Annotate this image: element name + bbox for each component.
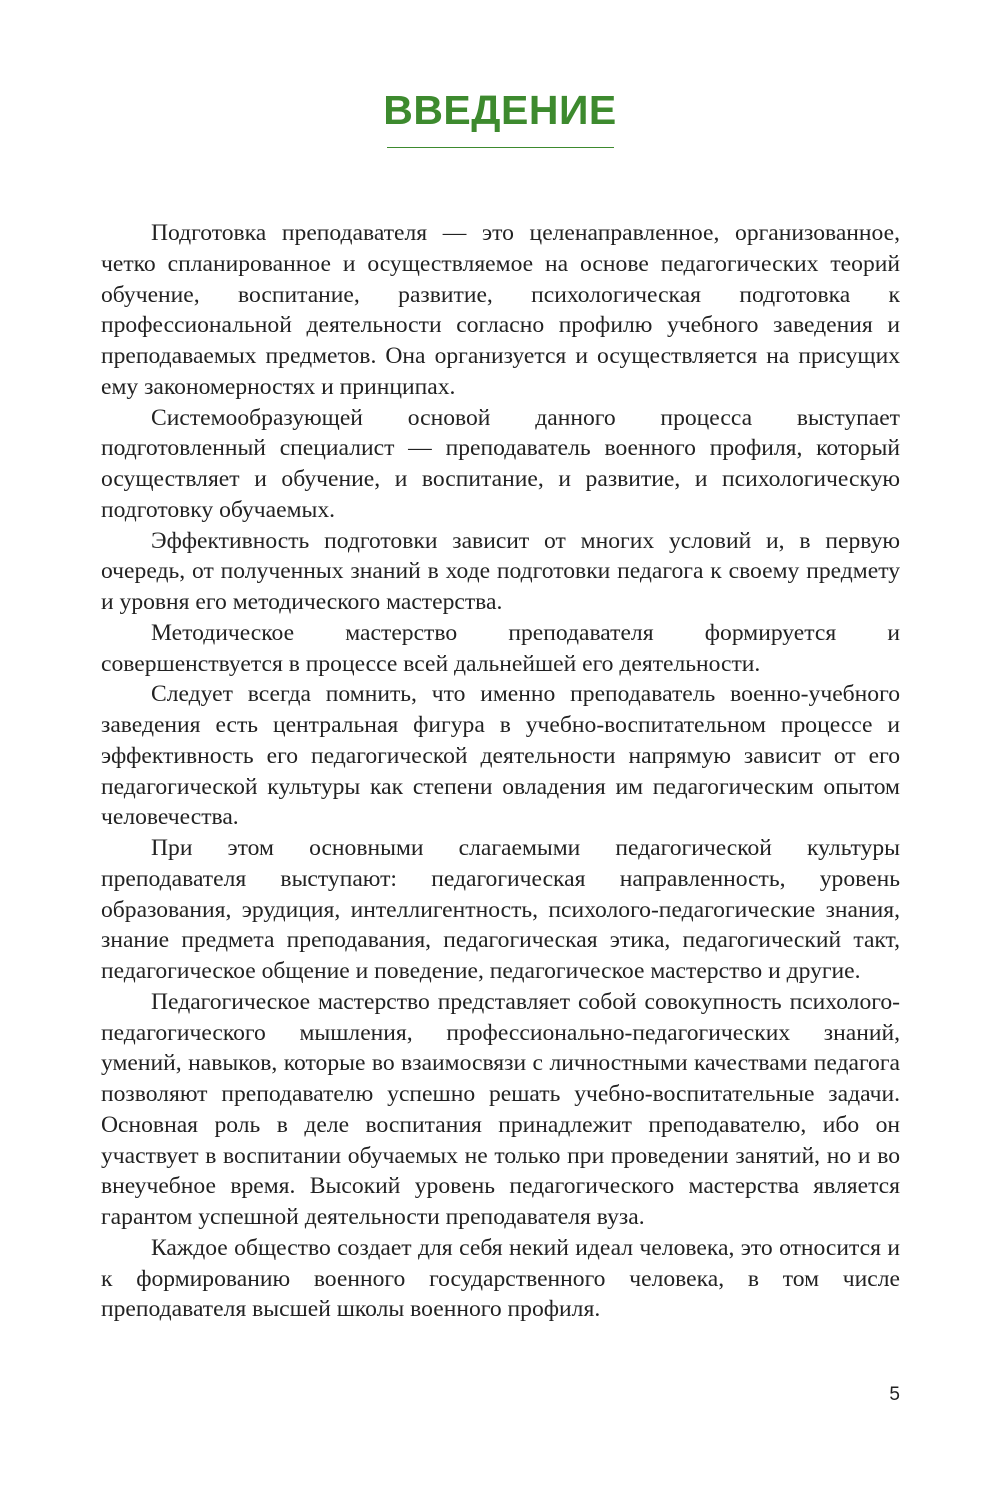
chapter-title: ВВЕДЕНИЕ [383, 87, 617, 133]
paragraph: Системообразующей основой данного процесса выступает подготовленный специалист — преподаватель военного профиля, который осуществляет и обучение, и воспитание, и развитие, и психологическую подготовку обучаемых. [101, 404, 900, 523]
body-text [101, 218, 900, 1325]
paragraph: Следует всегда помнить, что именно преподаватель военно-учебного заведения есть центральная фигура в учебно-воспитательном процессе и эффективность его педагогической деятельности напрямую зависит от его педагогической культуры как степени овладения им педагогическим опытом человечества. [101, 681, 900, 831]
paragraph: Каждое общество создает для себя некий идеал человека, это относится и к формированию военного государственного человека, в том числе преподавателя высшей школы военного профиля. [101, 1234, 900, 1323]
paragraph: Подготовка преподавателя — это целенаправленное, организованное, четко спланированное и осуществляемое на основе педагогических теорий обучение, воспитание, развитие, психологическая подготовка к профессиональной деятельности согласно профилю учебного заведения и преподаваемых предметов. Она организуется и осуществляется на присущих ему закономерностях и принципах. [101, 220, 900, 400]
page-number: 5 [889, 1384, 900, 1405]
paragraph: Педагогическое мастерство представляет собой совокупность психолого-педагогического мышления, профессионально-педагогических знаний, умений, навыков, которые во взаимосвязи с личностными качествами педагога позволяют преподавателю успешно решать учебно-воспитательные задачи. Основная роль в деле воспитания принадлежит преподавателю, ибо он участвует в воспитании обучаемых не только при проведении занятий, но и во внеучебное время. Высокий уровень педагогического мастерства является гарантом успешной деятельности преподавателя вуза. [101, 988, 900, 1230]
paragraph: Методическое мастерство преподавателя формируется и совершенствуется в процессе всей дальнейшей его деятельности. [101, 619, 900, 677]
title-underline [387, 147, 614, 148]
paragraph: Эффективность подготовки зависит от многих условий и, в первую очередь, от полученных знаний в ходе подготовки педагога к своему предмету и уровня его методического мастерства. [101, 527, 900, 615]
paragraph: При этом основными слагаемыми педагогической культуры преподавателя выступают: педагогическая направленность, уровень образования, эрудиция, интеллигентность, психолого-педагогические знания, знание предмета преподавания, педагогическая этика, педагогический такт, педагогическое общение и поведение, педагогическое мастерство и другие. [101, 835, 900, 984]
